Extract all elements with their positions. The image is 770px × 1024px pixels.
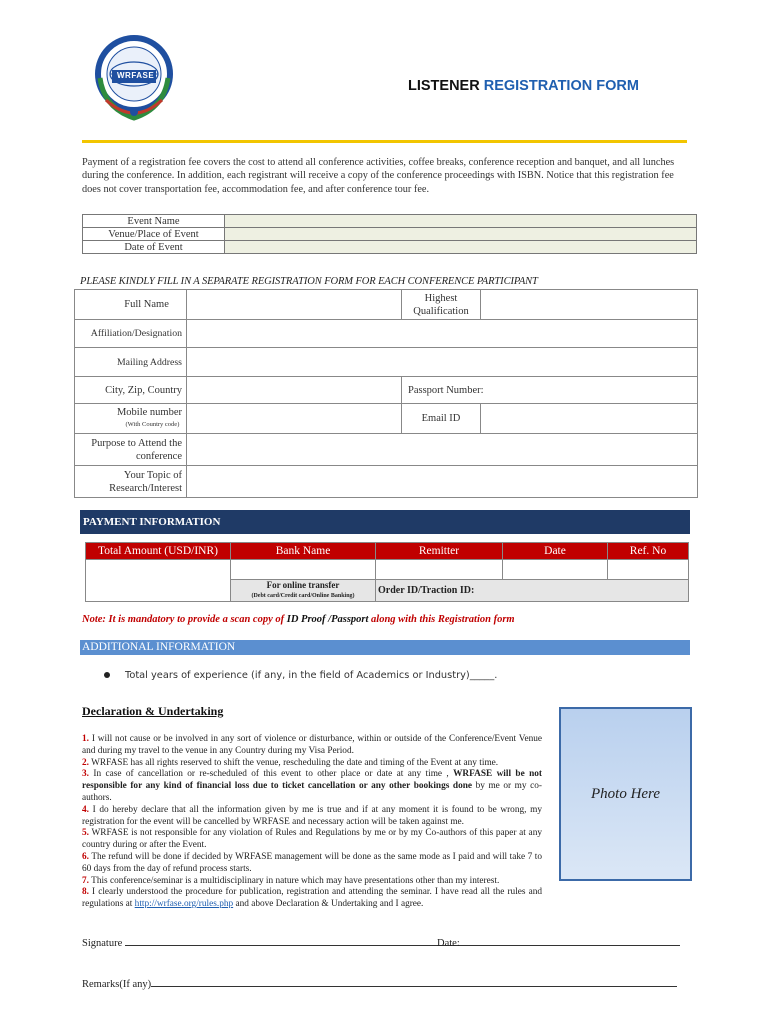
remitter-field[interactable] <box>376 560 503 580</box>
form-title <box>408 78 639 94</box>
payment-header: PAYMENT INFORMATION <box>80 510 690 534</box>
header-divider <box>82 140 687 143</box>
decl-item-3: 3. In case of cancellation or re-scheduled of this event to other place or date at any time , WRFASE will be not responsible for any kind of financial loss due to ticket cancellation or any other bookings done by me or my co-authors. <box>82 769 542 803</box>
separate-form-note: PLEASE KINDLY FILL IN A SEPARATE REGISTRATION FORM FOR EACH CONFERENCE PARTICIPANT <box>80 276 538 287</box>
date-field[interactable] <box>503 560 608 580</box>
event-name-field[interactable] <box>225 215 697 228</box>
event-date-field[interactable] <box>225 241 697 254</box>
col-total-amount: Total Amount (USD/INR) <box>86 543 231 560</box>
decl-item-2: 2. WRFASE has all rights reserved to shift the venue, rescheduling the date and timing of the Event at any time. <box>82 757 499 768</box>
total-amount-field[interactable] <box>86 560 231 602</box>
ref-no-field[interactable] <box>608 560 689 580</box>
decl-item-6: 6. The refund will be done if decided by WRFASE management will be done as the same mode as I paid and will take 7 to 60 days from the day of refund process starts. <box>82 851 542 874</box>
additional-info-header: ADDITIONAL INFORMATION <box>80 640 690 655</box>
decl-item-1: 1. I will not cause or be involved in any sort of violence or disturbance, within or outside of the Conference/Event Venue and during my travel to the venue in any Country during my Visa Period. <box>82 734 542 756</box>
decl-item-8: 8. I clearly understood the procedure for publication, registration and attending the seminar. I have read all the rules and regulations at http://wrfase.org/rules.php and above Declaration & Undertaking and I agree. <box>82 887 542 910</box>
venue-label: Venue/Place of Event <box>83 228 225 241</box>
mobile-field[interactable] <box>187 404 402 434</box>
city-field[interactable] <box>187 377 402 404</box>
intro-paragraph: Payment of a registration fee covers the cost to attend all conference activities, coffee breaks, conference reception and banquet, and all lunches during the conference. In addition, each registrant will receive a copy of the conference proceedings with ISBN. Notice that this registration fee does not cover transportation fee, accommodation fee, and after conference tour fee. <box>82 157 675 195</box>
experience-item[interactable]: Total years of experience (if any, in the field of Academics or Industry)_____. <box>104 670 497 681</box>
decl-item-5: 5. WRFASE is not responsible for any violation of Rules and Regulations by me or by my Co-authors of this paper at any country during or after the Event. <box>82 828 542 851</box>
topic-label: Your Topic of Research/Interest <box>75 466 187 498</box>
email-label: Email ID <box>402 404 481 434</box>
city-label: City, Zip, Country <box>75 377 187 404</box>
declaration-title: Declaration & Undertaking <box>82 704 224 718</box>
topic-field[interactable] <box>187 466 698 498</box>
declaration-list <box>82 734 542 911</box>
mailing-address-label: Mailing Address <box>75 348 187 377</box>
event-name-label: Event Name <box>83 215 225 228</box>
decl-item-7: 7. This conference/seminar is a multidisciplinary in nature which may have presentations other than my interest. <box>82 875 500 886</box>
mobile-label: Mobile number (With Country code) <box>75 404 187 434</box>
mailing-address-field[interactable] <box>187 348 698 377</box>
photo-box[interactable]: Photo Here <box>559 707 692 881</box>
order-id-field[interactable]: Order ID/Traction ID: <box>376 580 689 602</box>
col-ref-no: Ref. No <box>608 543 689 560</box>
purpose-label: Purpose to Attend the conference <box>75 434 187 466</box>
bank-name-field[interactable] <box>231 560 376 580</box>
signature-row[interactable]: Signature <box>82 937 463 949</box>
registration-table <box>74 289 698 498</box>
title-registration-form: REGISTRATION FORM <box>483 78 639 94</box>
col-bank-name: Bank Name <box>231 543 376 560</box>
title-listener: LISTENER <box>408 78 480 94</box>
bullet-icon <box>104 672 110 678</box>
col-remitter: Remitter <box>376 543 503 560</box>
full-name-label: Full Name <box>75 290 187 320</box>
decl-item-4: 4. I do hereby declare that all the information given by me is true and if at any moment it is found to be wrong, my registration for the event will be cancelled by WRFASE and necessary action will be taken against me. <box>82 804 542 827</box>
mandatory-note: Note: It is mandatory to provide a scan copy of ID Proof /Passport along with this Registration form <box>82 614 515 625</box>
col-date: Date <box>503 543 608 560</box>
purpose-field[interactable] <box>187 434 698 466</box>
venue-field[interactable] <box>225 228 697 241</box>
qualification-label: Highest Qualification <box>402 290 481 320</box>
event-date-label: Date of Event <box>83 241 225 254</box>
email-field[interactable] <box>481 404 698 434</box>
event-table <box>82 214 697 254</box>
payment-table <box>85 542 689 602</box>
date-row[interactable]: Date: <box>437 937 680 949</box>
rules-link[interactable]: http://wrfase.org/rules.php <box>134 899 234 910</box>
online-transfer-cell: For online transfer (Debt card/Credit card/Online Banking) <box>231 580 376 602</box>
affiliation-field[interactable] <box>187 320 698 348</box>
passport-label[interactable]: Passport Number: <box>402 377 698 404</box>
full-name-field[interactable] <box>187 290 402 320</box>
logo-text: WRFASE <box>117 71 155 80</box>
qualification-field[interactable] <box>481 290 698 320</box>
remarks-row[interactable]: Remarks(If any) <box>82 978 677 990</box>
affiliation-label: Affiliation/Designation <box>75 320 187 348</box>
